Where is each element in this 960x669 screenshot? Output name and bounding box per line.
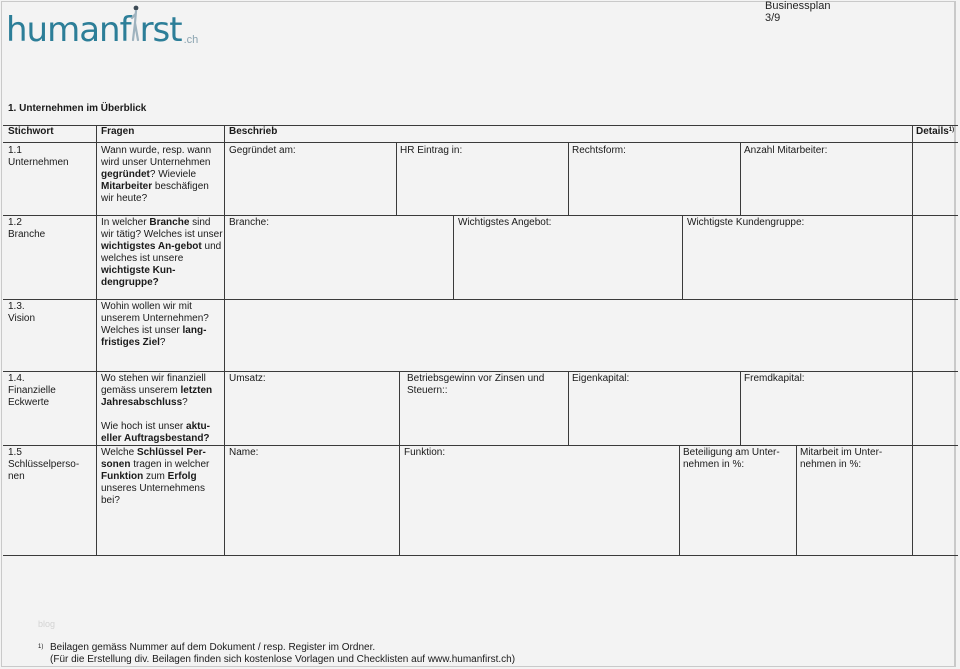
field-eigenkapital[interactable]: Eigenkapital: [572,373,630,384]
row-1-4-keyword [8,373,94,409]
row-1-2-keyword [8,217,94,241]
column-header-stichwort: Stichwort [8,126,54,137]
table-border-top [3,125,958,126]
field-divider [399,371,400,445]
row-1-3-question: Wohin wollen wir mit unserem Unternehmen? Welches ist unser lang-fristiges Ziel? [101,301,209,348]
field-name[interactable]: Name: [229,447,259,458]
field-betriebsgewinn[interactable]: Betriebsgewinn vor Zinsen und Steuern:: [407,373,545,396]
row-keyword: Vision [8,313,36,324]
field-divider [568,371,569,445]
row-keyword: Unternehmen [8,157,69,168]
overview-table [3,125,958,556]
field-anzahl-mitarbeiter[interactable]: Anzahl Mitarbeiter: [744,145,828,156]
field-divider [740,142,741,215]
field-funktion[interactable]: Funktion: [404,447,446,458]
col-divider [912,125,913,555]
jumping-person-icon [131,15,140,41]
field-divider [396,142,397,215]
field-divider [740,371,741,445]
row-number: 1.3. [8,301,25,312]
row-number: 1.2 [8,217,22,228]
field-wichtigste-kundengruppe[interactable]: Wichtigste Kundengruppe: [687,217,805,228]
document-header [765,0,830,24]
row-keyword: Schlüsselperso-nen [8,459,80,482]
table-border-bottom [3,555,958,556]
row-1-4-question: Wo stehen wir finanziell gemäss unserem letzten Jahresabschluss? Wie hoch ist unser aktu-eller Auftragsbestand? [101,373,213,444]
row-number: 1.4. [8,373,25,384]
row-1-3-keyword [8,301,94,325]
footnote [38,642,515,666]
logo-wordmark: humanf rst [6,12,182,48]
row-number: 1.1 [8,145,22,156]
row-divider [3,371,958,372]
field-gegruendet[interactable]: Gegründet am: [229,145,296,156]
column-header-fragen: Fragen [101,126,135,137]
row-1-1-question: Wann wurde, resp. wann wird unser Unternehmen gegründet? Wieviele Mitarbeiter beschäfigen wir heute? [101,145,212,204]
field-mitarbeit[interactable]: Mitarbeit im Unter-nehmen in %: [800,447,883,470]
row-keyword: Finanzielle Eckwerte [8,385,56,408]
col-divider [96,125,97,555]
field-vision[interactable] [227,301,911,369]
row-number: 1.5 [8,447,22,458]
row-divider [3,299,958,300]
column-header-details: Details$^{1)}$ [916,126,955,137]
field-beteiligung[interactable]: Beteiligung am Unter-nehmen in %: [683,447,780,470]
humanfirst-logo [6,8,198,48]
row-1-1-keyword [8,145,94,169]
row-1-5-keyword [8,447,94,483]
field-divider [399,445,400,555]
field-wichtigstes-angebot[interactable]: Wichtigstes Angebot: [458,217,552,228]
field-hr-eintrag[interactable]: HR Eintrag in: [400,145,463,156]
footnote-ref: 1) [948,127,955,133]
field-umsatz[interactable]: Umsatz: [229,373,266,384]
row-divider [3,215,958,216]
field-divider [682,215,683,299]
row-divider [3,445,958,446]
row-1-5-question: Welche Schlüssel Per-sonen tragen in welcher Funktion zum Erfolg unseres Unternehmens bei? [101,447,210,506]
logo-suffix: .ch [183,34,199,46]
document-title: Businessplan [765,0,831,12]
row-keyword: Branche [8,229,46,240]
col-divider [224,125,225,555]
footnote-mark: 1) [38,644,44,650]
field-fremdkapital[interactable]: Fremdkapital: [744,373,805,384]
field-divider [453,215,454,299]
header-divider [3,142,958,143]
page-number: 3/9 [765,12,781,24]
column-header-beschrieb: Beschrieb [229,126,278,137]
row-1-2-question: In welcher Branche sind wir tätig? Welches ist unser wichtigstes An-gebot und welches ist unsere wichtigste Kun-dengruppe? [101,217,223,288]
field-divider [679,445,680,555]
field-divider [568,142,569,215]
field-rechtsform[interactable]: Rechtsform: [572,145,626,156]
footnote-line-2: (Für die Erstellung div. Beilagen finden sich kostenlose Vorlagen und Checklisten auf www.humanfirst.ch) [50,654,516,665]
footnote-line-1: Beilagen gemäss Nummer auf dem Dokument / resp. Register im Ordner. [50,642,376,653]
field-branche[interactable]: Branche: [229,217,270,228]
watermark: blog [38,619,56,629]
section-title: 1. Unternehmen im Überblick [8,103,147,114]
field-divider [796,445,797,555]
